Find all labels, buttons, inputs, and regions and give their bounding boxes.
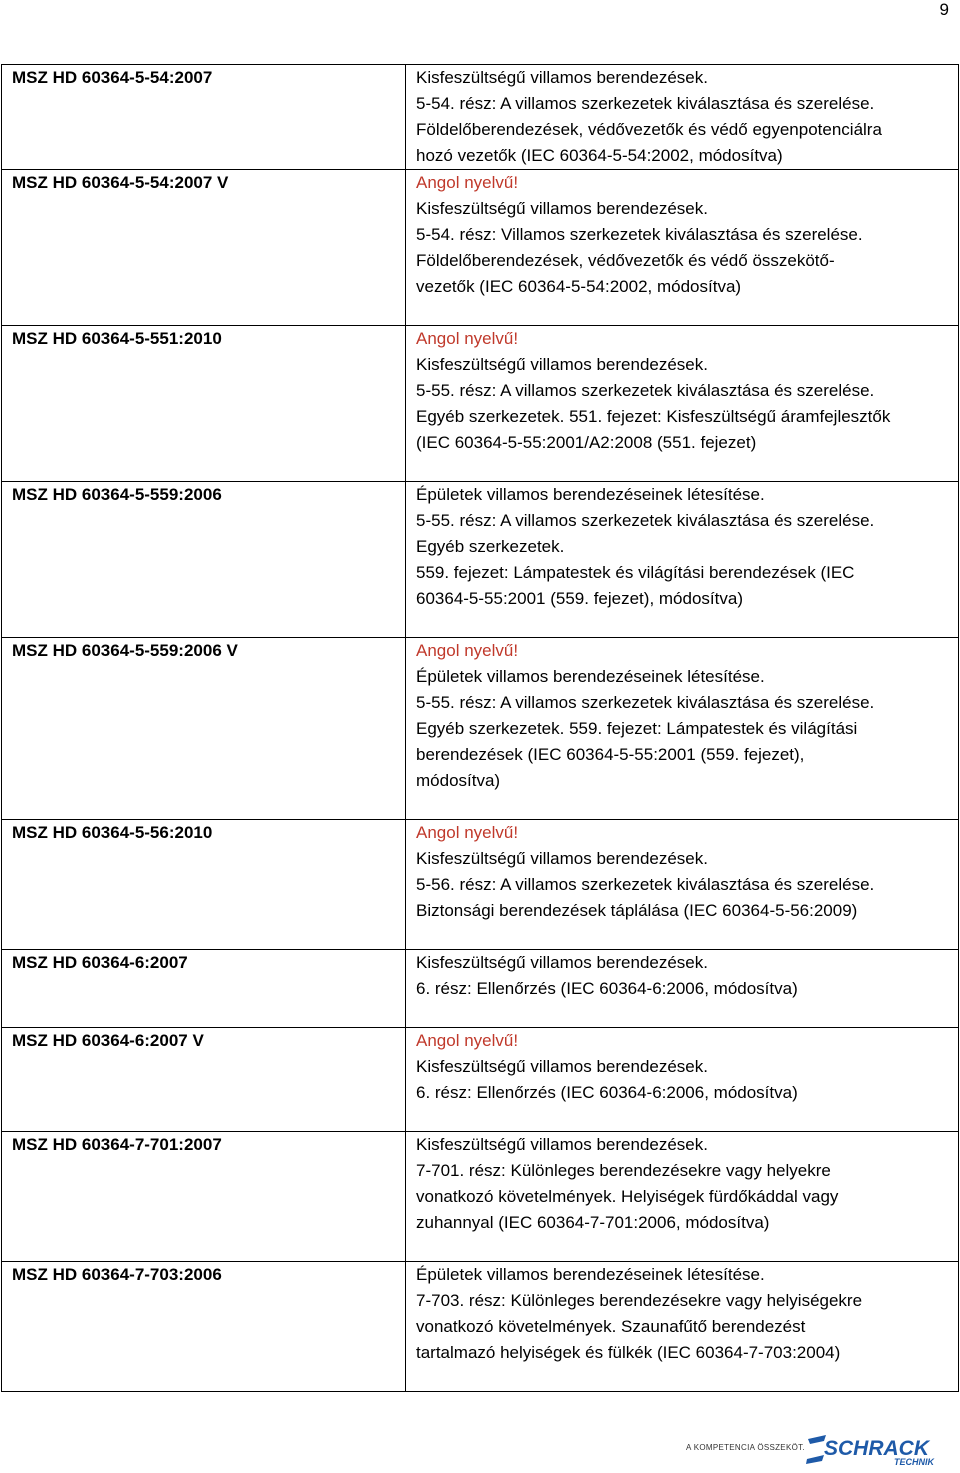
standard-description [406, 1028, 958, 1106]
description-line: Épületek villamos berendezéseinek létesítése. [416, 485, 765, 504]
standard-row [2, 1132, 959, 1262]
standard-description-cell [406, 65, 959, 170]
standard-code: MSZ HD 60364-5-54:2007 [12, 68, 213, 87]
description-line: Épületek villamos berendezéseinek létesítése. [416, 667, 765, 686]
description-line: vonatkozó követelmények. Szaunafűtő berendezést [416, 1317, 806, 1336]
standard-code-cell [2, 326, 406, 482]
standard-description [406, 1262, 958, 1366]
standard-code-cell [2, 950, 406, 1028]
standard-description [406, 326, 958, 456]
standard-code: MSZ HD 60364-6:2007 [12, 953, 188, 972]
standard-description-cell [406, 638, 959, 820]
description-line: Kisfeszültségű villamos berendezések. [416, 68, 708, 87]
standard-description-cell [406, 1262, 959, 1392]
description-line: Kisfeszültségű villamos berendezések. [416, 1135, 708, 1154]
standard-row [2, 170, 959, 326]
description-line: Kisfeszültségű villamos berendezések. [416, 849, 708, 868]
standard-row [2, 820, 959, 950]
description-line: Földelőberendezések, védővezetők és védő egyenpotenciálra [416, 120, 882, 139]
standard-code-cell [2, 1132, 406, 1262]
standard-code-cell [2, 65, 406, 170]
standard-code-cell [2, 170, 406, 326]
standard-description [406, 820, 958, 924]
description-line: berendezések (IEC 60364-5-55:2001 (559. fejezet), [416, 745, 805, 764]
standard-row [2, 950, 959, 1028]
description-line: Kisfeszültségű villamos berendezések. [416, 953, 708, 972]
description-line: 6. rész: Ellenőrzés (IEC 60364-6:2006, módosítva) [416, 979, 798, 998]
standard-code-cell [2, 820, 406, 950]
schrack-logo [806, 1433, 948, 1467]
description-line: tartalmazó helyiségek és fülkék (IEC 60364-7-703:2004) [416, 1343, 841, 1362]
description-line: Kisfeszültségű villamos berendezések. [416, 355, 708, 374]
standards-table [1, 64, 959, 1392]
standard-row [2, 1028, 959, 1132]
standard-code: MSZ HD 60364-7-701:2007 [12, 1135, 222, 1154]
logo-sub: TECHNIK [894, 1457, 934, 1467]
standard-description [406, 950, 958, 1002]
standard-row [2, 65, 959, 170]
language-warning: Angol nyelvű! [416, 1031, 519, 1050]
standard-description-cell [406, 326, 959, 482]
standard-code: MSZ HD 60364-5-559:2006 V [12, 641, 238, 660]
language-warning: Angol nyelvű! [416, 173, 519, 192]
standard-code-cell [2, 1028, 406, 1132]
standard-description-cell [406, 950, 959, 1028]
standard-code-cell [2, 638, 406, 820]
description-line: hozó vezetők (IEC 60364-5-54:2002, módosítva) [416, 146, 783, 165]
description-line: Egyéb szerkezetek. [416, 537, 565, 556]
description-line: 5-54. rész: Villamos szerkezetek kiválasztása és szerelése. [416, 225, 863, 244]
standard-description-cell [406, 1028, 959, 1132]
standard-description [406, 638, 958, 794]
standard-code: MSZ HD 60364-5-54:2007 V [12, 173, 229, 192]
standard-code: MSZ HD 60364-6:2007 V [12, 1031, 204, 1050]
description-line: (IEC 60364-5-55:2001/A2:2008 (551. fejezet) [416, 433, 757, 452]
description-line: Biztonsági berendezések táplálása (IEC 60364-5-56:2009) [416, 901, 858, 920]
standard-description [406, 65, 958, 169]
footer [686, 1433, 948, 1467]
language-warning: Angol nyelvű! [416, 641, 519, 660]
description-line: 5-54. rész: A villamos szerkezetek kiválasztása és szerelése. [416, 94, 875, 113]
description-line: Épületek villamos berendezéseinek létesítése. [416, 1265, 765, 1284]
standard-code: MSZ HD 60364-5-559:2006 [12, 485, 222, 504]
description-line: módosítva) [416, 771, 501, 790]
standard-row [2, 482, 959, 638]
standard-row [2, 1262, 959, 1392]
description-line: vonatkozó követelmények. Helyiségek fürdőkáddal vagy [416, 1187, 839, 1206]
standard-description-cell [406, 820, 959, 950]
standard-description-cell [406, 1132, 959, 1262]
description-line: Kisfeszültségű villamos berendezések. [416, 1057, 708, 1076]
standard-row [2, 326, 959, 482]
description-line: 6. rész: Ellenőrzés (IEC 60364-6:2006, módosítva) [416, 1083, 798, 1102]
standard-code-cell [2, 482, 406, 638]
standard-code: MSZ HD 60364-5-56:2010 [12, 823, 213, 842]
footer-tagline: A KOMPETENCIA ÖSSZEKÖT. [686, 1443, 805, 1452]
page-number: 9 [939, 0, 949, 19]
description-line: 7-703. rész: Különleges berendezésekre vagy helyiségekre [416, 1291, 863, 1310]
description-line: Egyéb szerkezetek. 551. fejezet: Kisfeszültségű áramfejlesztők [416, 407, 891, 426]
description-line: 7-701. rész: Különleges berendezésekre vagy helyekre [416, 1161, 831, 1180]
description-line: 5-55. rész: A villamos szerkezetek kiválasztása és szerelése. [416, 693, 875, 712]
standard-description-cell [406, 482, 959, 638]
description-line: zuhannyal (IEC 60364-7-701:2006, módosítva) [416, 1213, 770, 1232]
description-line: Kisfeszültségű villamos berendezések. [416, 199, 708, 218]
logo-word: SCHRACK [824, 1437, 929, 1460]
description-line: 60364-5-55:2001 (559. fejezet), módosítva) [416, 589, 743, 608]
description-line: Egyéb szerkezetek. 559. fejezet: Lámpatestek és világítási [416, 719, 858, 738]
standard-code: MSZ HD 60364-5-551:2010 [12, 329, 222, 348]
standard-code: MSZ HD 60364-7-703:2006 [12, 1265, 222, 1284]
standard-description [406, 1132, 958, 1236]
language-warning: Angol nyelvű! [416, 329, 519, 348]
description-line: 559. fejezet: Lámpatestek és világítási berendezések (IEC [416, 563, 855, 582]
description-line: 5-55. rész: A villamos szerkezetek kiválasztása és szerelése. [416, 511, 875, 530]
standard-row [2, 638, 959, 820]
standard-description-cell [406, 170, 959, 326]
description-line: 5-56. rész: A villamos szerkezetek kiválasztása és szerelése. [416, 875, 875, 894]
standard-description [406, 482, 958, 612]
language-warning: Angol nyelvű! [416, 823, 519, 842]
description-line: Földelőberendezések, védővezetők és védő összekötő- [416, 251, 835, 270]
description-line: 5-55. rész: A villamos szerkezetek kiválasztása és szerelése. [416, 381, 875, 400]
standard-description [406, 170, 958, 300]
description-line: vezetők (IEC 60364-5-54:2002, módosítva) [416, 277, 742, 296]
standard-code-cell [2, 1262, 406, 1392]
